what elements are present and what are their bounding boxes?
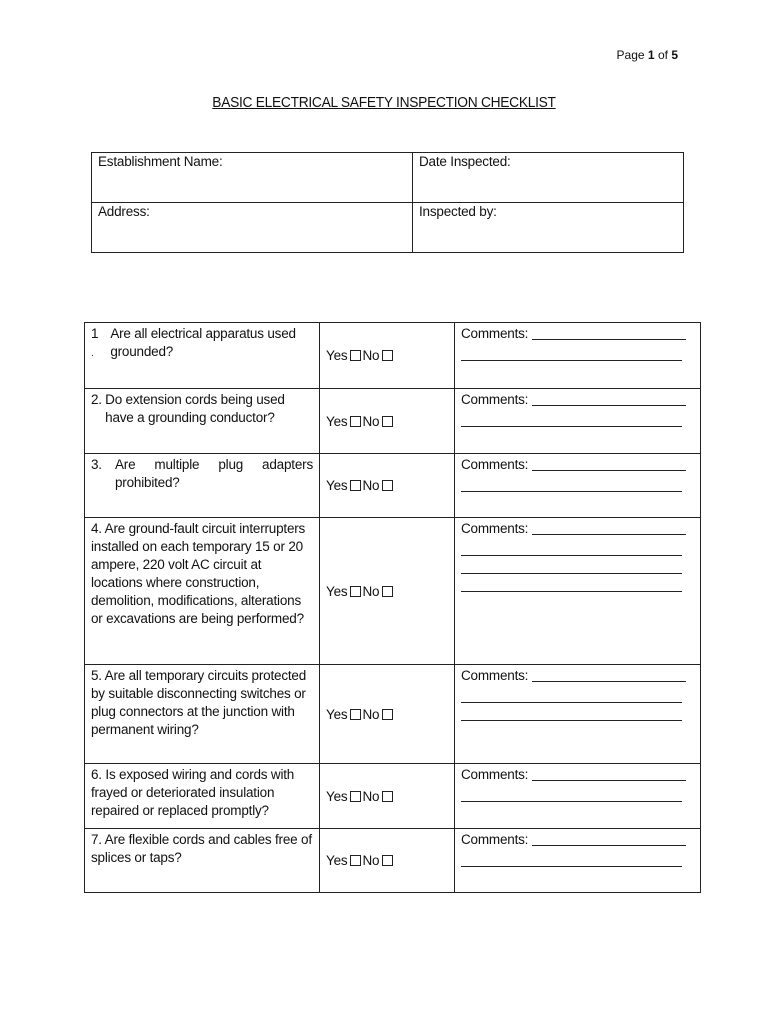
yes-label: Yes xyxy=(326,583,348,599)
address-field[interactable]: Address: xyxy=(92,203,413,253)
comments-line[interactable] xyxy=(532,766,686,781)
comments-cell xyxy=(455,829,701,893)
comments-label: Comments: xyxy=(461,326,529,341)
comments-line[interactable] xyxy=(532,831,686,846)
question-number: 2. xyxy=(91,392,102,407)
no-label: No xyxy=(362,478,380,493)
comments-line[interactable] xyxy=(461,343,682,361)
question-cell: 1 . Are all electrical apparatus used grounded? xyxy=(85,323,320,389)
no-checkbox[interactable] xyxy=(382,586,393,597)
no-checkbox[interactable] xyxy=(382,791,393,802)
answer-cell xyxy=(320,518,455,665)
comments-line[interactable] xyxy=(532,456,686,471)
comments-label: Comments: xyxy=(461,392,529,407)
question-cell xyxy=(85,454,320,518)
comments-cell xyxy=(455,665,701,764)
question-text: 4. Are ground-fault circuit interrupters installed on each temporary 15 or 20 ampere, 220 volt AC circuit at locations where construction, demolition, modifications, alterations or excavations are being performed? xyxy=(91,521,306,626)
yes-checkbox[interactable] xyxy=(350,586,361,597)
comments-label: Comments: xyxy=(461,767,529,782)
comments-line[interactable] xyxy=(532,667,686,682)
checklist-row xyxy=(85,389,701,454)
answer-cell xyxy=(320,665,455,764)
question-text: Do extension cords being used have a grounding conductor? xyxy=(105,392,285,425)
comments-line[interactable] xyxy=(461,409,682,427)
comments-cell xyxy=(455,454,701,518)
comments-label: Comments: xyxy=(461,521,529,536)
comments-label: Comments: xyxy=(461,668,529,683)
no-checkbox[interactable] xyxy=(382,480,393,491)
yes-checkbox[interactable] xyxy=(350,416,361,427)
no-label: No xyxy=(362,788,380,804)
page-of: of xyxy=(657,48,668,62)
yes-checkbox[interactable] xyxy=(350,709,361,720)
establishment-info-table xyxy=(91,152,684,253)
yes-label: Yes xyxy=(326,853,348,868)
question-text: Are all electrical apparatus used grounded? xyxy=(110,326,296,359)
comments-line[interactable] xyxy=(461,685,682,703)
no-label: No xyxy=(362,706,380,722)
comments-cell xyxy=(455,764,701,829)
question-number: 3. xyxy=(91,457,102,472)
comments-line[interactable] xyxy=(461,474,682,492)
date-inspected-field[interactable]: Date Inspected: xyxy=(413,153,684,203)
checklist-table xyxy=(84,322,701,893)
page-total: 5 xyxy=(671,48,678,62)
no-checkbox[interactable] xyxy=(382,350,393,361)
no-label: No xyxy=(362,413,380,429)
inspected-by-field[interactable]: Inspected by: xyxy=(413,203,684,253)
no-checkbox[interactable] xyxy=(382,416,393,427)
page-number xyxy=(600,48,678,62)
document-title: BASIC ELECTRICAL SAFETY INSPECTION CHECKLIST xyxy=(212,95,556,111)
question-cell xyxy=(85,829,320,893)
question-text: 5. Are all temporary circuits protected by suitable disconnecting switches or plug connectors at the junction with permanent wiring? xyxy=(91,668,307,737)
comments-line[interactable] xyxy=(532,325,686,340)
page-label: Page xyxy=(616,48,645,62)
no-label: No xyxy=(362,348,380,363)
no-label: No xyxy=(362,583,380,599)
comments-label: Comments: xyxy=(461,457,529,472)
comments-line[interactable] xyxy=(461,703,682,721)
checklist-row xyxy=(85,454,701,518)
no-label: No xyxy=(362,853,380,868)
answer-cell xyxy=(320,323,455,389)
yes-label: Yes xyxy=(326,413,348,429)
answer-cell xyxy=(320,454,455,518)
yes-label: Yes xyxy=(326,788,348,804)
answer-cell xyxy=(320,389,455,454)
yes-checkbox[interactable] xyxy=(350,791,361,802)
question-text: 7. Are flexible cords and cables free of splices or taps? xyxy=(91,832,312,865)
comments-line[interactable] xyxy=(532,391,686,406)
page-current: 1 xyxy=(647,48,655,62)
question-cell xyxy=(85,518,320,665)
comments-line[interactable] xyxy=(532,520,686,535)
comments-line[interactable] xyxy=(461,849,682,867)
comments-line[interactable] xyxy=(461,574,682,592)
yes-checkbox[interactable] xyxy=(350,350,361,361)
question-cell xyxy=(85,665,320,764)
yes-label: Yes xyxy=(326,478,348,493)
checklist-row xyxy=(85,665,701,764)
question-cell xyxy=(85,764,320,829)
yes-label: Yes xyxy=(326,348,348,363)
no-checkbox[interactable] xyxy=(382,709,393,720)
comments-line[interactable] xyxy=(461,538,682,556)
checklist-row xyxy=(85,764,701,829)
question-cell xyxy=(85,389,320,454)
question-number: 1 xyxy=(91,326,99,341)
comments-line[interactable] xyxy=(461,556,682,574)
checklist-row xyxy=(85,323,701,389)
comments-cell xyxy=(455,518,701,665)
comments-label: Comments: xyxy=(461,832,529,847)
checklist-row xyxy=(85,829,701,893)
checklist-row xyxy=(85,518,701,665)
no-checkbox[interactable] xyxy=(382,855,393,866)
comments-cell xyxy=(455,389,701,454)
yes-checkbox[interactable] xyxy=(350,855,361,866)
answer-cell xyxy=(320,829,455,893)
yes-label: Yes xyxy=(326,706,348,722)
comments-line[interactable] xyxy=(461,784,682,802)
comments-cell xyxy=(455,323,701,389)
establishment-name-field[interactable]: Establishment Name: xyxy=(92,153,413,203)
question-text: 6. Is exposed wiring and cords with frayed or deteriorated insulation repaired or replaced promptly? xyxy=(91,767,295,818)
answer-cell xyxy=(320,764,455,829)
yes-checkbox[interactable] xyxy=(350,480,361,491)
question-text: Are multiple plug adapters prohibited? xyxy=(115,457,313,490)
